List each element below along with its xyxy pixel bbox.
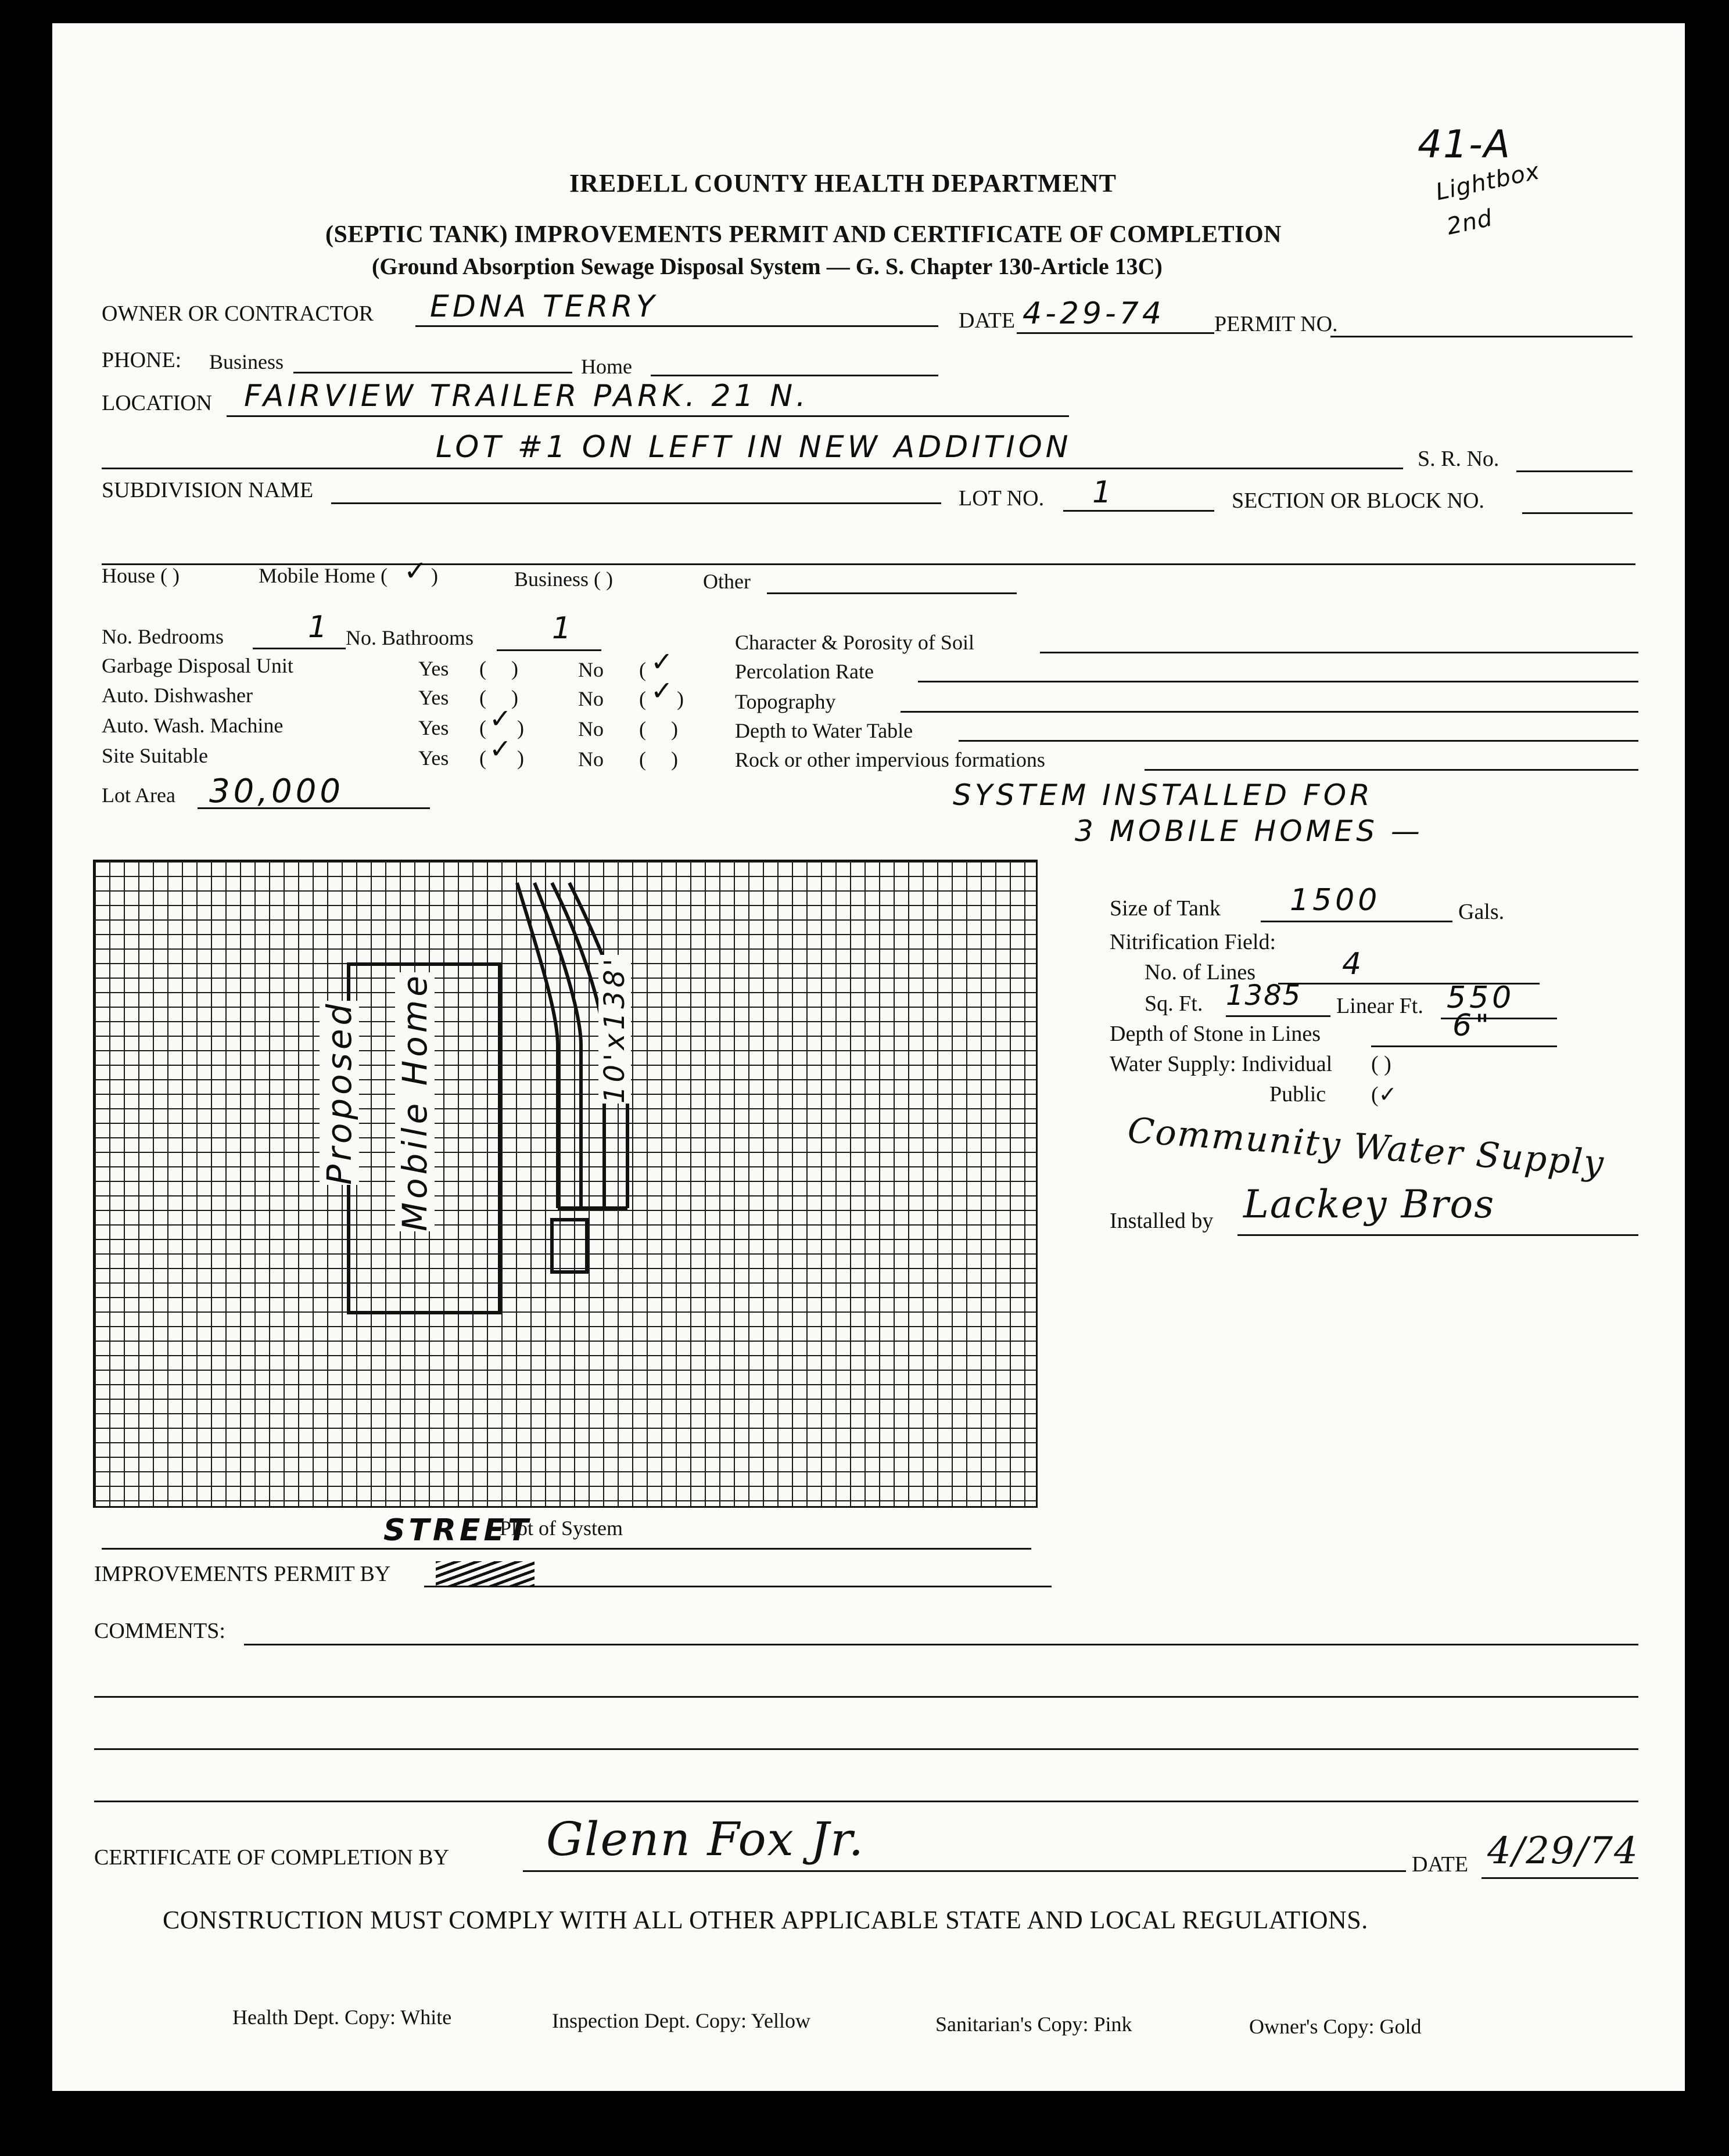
- copy-sanitarian: Sanitarian's Copy: Pink: [935, 2013, 1132, 2036]
- garbage-yes: Yes: [418, 657, 449, 680]
- wash-machine-label: Auto. Wash. Machine: [102, 714, 284, 737]
- copy-health: Health Dept. Copy: White: [232, 2006, 452, 2029]
- installed-by-label: Installed by: [1110, 1209, 1214, 1233]
- house-option: House ( ): [102, 564, 180, 587]
- garbage-no-check: ✓: [651, 646, 677, 677]
- sketch-label-1: Proposed: [320, 1000, 359, 1185]
- lines-label: No. of Lines: [1145, 960, 1256, 984]
- wash-machine-yes-check: ✓: [489, 703, 515, 734]
- location-label: LOCATION: [102, 391, 212, 415]
- linear-ft-label: Linear Ft.: [1336, 994, 1423, 1018]
- lot-value: 1: [1092, 475, 1115, 510]
- wash-machine-yes-close: ): [517, 716, 524, 739]
- dishwasher-no-open: (: [639, 687, 646, 710]
- subdivision-label: SUBDIVISION NAME: [102, 478, 314, 502]
- tank-size-label: Size of Tank: [1110, 896, 1221, 921]
- mobile-home-check: ✓: [404, 555, 431, 587]
- permit-form: [52, 23, 1685, 2091]
- garbage-no-open: (: [639, 658, 646, 681]
- lines-value: 4: [1342, 947, 1365, 982]
- mobile-home-option: Mobile Home (: [259, 564, 388, 587]
- permit-label: PERMIT NO.: [1214, 312, 1338, 336]
- topography-label: Topography: [735, 690, 836, 713]
- site-suitable-label: Site Suitable: [102, 744, 208, 767]
- other-option: Other: [703, 570, 751, 593]
- section-label: SECTION OR BLOCK NO.: [1232, 488, 1484, 513]
- owner-label: OWNER OR CONTRACTOR: [102, 301, 374, 326]
- form-subtitle: (Ground Absorption Sewage Disposal System — G. S. Chapter 130-Article 13C): [372, 253, 1163, 279]
- site-suitable-yes-close: ): [517, 746, 524, 770]
- plot-sketch: [93, 860, 1034, 1504]
- garbage-yes-open: (: [479, 657, 486, 680]
- sr-label: S. R. No.: [1418, 447, 1500, 471]
- garbage-yes-close: ): [511, 657, 518, 680]
- business-phone-label: Business: [209, 350, 284, 373]
- certificate-date-value: 4/29/74: [1487, 1830, 1639, 1873]
- rock-label: Rock or other impervious formations: [735, 748, 1045, 771]
- gals-label: Gals.: [1458, 900, 1505, 924]
- site-suitable-yes-check: ✓: [489, 733, 515, 764]
- copy-inspection: Inspection Dept. Copy: Yellow: [552, 2009, 810, 2032]
- sketch-label-2: Mobile Home: [395, 972, 435, 1231]
- certificate-date-label: DATE: [1412, 1852, 1469, 1877]
- certificate-signature: Glenn Fox Jr.: [546, 1812, 865, 1866]
- location-value-2: LOT #1 ON LEFT IN NEW ADDITION: [436, 430, 1072, 465]
- site-suitable-yes-open: (: [479, 746, 486, 770]
- dishwasher-yes-open: (: [479, 686, 486, 709]
- site-suitable-no-close: ): [671, 748, 678, 771]
- community-water-note: Community Water Supply: [1126, 1110, 1606, 1184]
- bedrooms-label: No. Bedrooms: [102, 625, 224, 648]
- dishwasher-no: No: [578, 687, 604, 710]
- stone-depth-label: Depth of Stone in Lines: [1110, 1022, 1321, 1046]
- system-note-2: 3 MOBILE HOMES —: [1075, 814, 1423, 848]
- corner-note-number: 41-A: [1418, 122, 1511, 167]
- site-suitable-no-open: (: [639, 748, 646, 771]
- nitrification-label: Nitrification Field:: [1110, 930, 1276, 954]
- public-label: Public: [1269, 1082, 1326, 1106]
- street-label: STREET: [383, 1513, 532, 1548]
- stone-depth-value: 6": [1452, 1008, 1493, 1043]
- home-phone-label: Home: [581, 355, 632, 378]
- plot-of-system-label: Plot of System: [500, 1517, 623, 1540]
- bathrooms-label: No. Bathrooms: [346, 626, 473, 649]
- installed-by-value: Lackey Bros: [1243, 1182, 1495, 1227]
- individual-paren: ( ): [1371, 1052, 1391, 1076]
- copy-owner: Owner's Copy: Gold: [1249, 2015, 1422, 2038]
- site-suitable-no: No: [578, 748, 604, 771]
- nitrification-line-3: [552, 883, 604, 1208]
- certificate-label: CERTIFICATE OF COMPLETION BY: [94, 1845, 450, 1870]
- system-note-1: SYSTEM INSTALLED FOR: [953, 778, 1373, 812]
- wash-machine-yes: Yes: [418, 716, 449, 739]
- tank-size-value: 1500: [1290, 883, 1381, 918]
- sqft-value: 1385: [1226, 979, 1302, 1012]
- phone-label: PHONE:: [102, 348, 182, 372]
- permit-by-label: IMPROVEMENTS PERMIT BY: [94, 1562, 391, 1586]
- wash-machine-no-open: (: [639, 717, 646, 741]
- owner-value: EDNA TERRY: [430, 289, 658, 324]
- bathrooms-value: 1: [552, 611, 575, 646]
- public-check: (✓: [1371, 1083, 1397, 1107]
- dishwasher-no-close: ): [677, 687, 684, 710]
- permit-by-scribble: [436, 1561, 535, 1587]
- location-value-1: FAIRVIEW TRAILER PARK. 21 N.: [244, 379, 809, 414]
- dishwasher-yes-close: ): [511, 686, 518, 709]
- septic-tank-box: [552, 1220, 587, 1272]
- wash-machine-no: No: [578, 717, 604, 741]
- water-table-label: Depth to Water Table: [735, 719, 913, 742]
- percolation-label: Percolation Rate: [735, 660, 874, 683]
- date-value: 4-29-74: [1023, 296, 1165, 331]
- date-label: DATE: [959, 308, 1016, 333]
- corner-note-lightbox: Lightbox: [1433, 157, 1543, 206]
- sqft-label: Sq. Ft.: [1145, 991, 1203, 1016]
- soil-label: Character & Porosity of Soil: [735, 631, 974, 654]
- form-title: (SEPTIC TANK) IMPROVEMENTS PERMIT AND CERTIFICATE OF COMPLETION: [325, 221, 1282, 248]
- corner-note-2nd: 2nd: [1444, 204, 1495, 240]
- wash-machine-no-close: ): [671, 717, 678, 741]
- dishwasher-label: Auto. Dishwasher: [102, 684, 253, 707]
- garbage-no: No: [578, 658, 604, 681]
- mobile-home-close: ): [431, 564, 438, 587]
- dishwasher-no-check: ✓: [651, 675, 677, 706]
- dishwasher-yes: Yes: [418, 686, 449, 709]
- lot-area-label: Lot Area: [102, 784, 175, 807]
- comments-label: COMMENTS:: [94, 1619, 225, 1643]
- water-supply-label: Water Supply: Individual: [1110, 1052, 1333, 1076]
- wash-machine-yes-open: (: [479, 716, 486, 739]
- garbage-label: Garbage Disposal Unit: [102, 654, 293, 677]
- bedrooms-value: 1: [308, 610, 331, 645]
- lot-area-value: 30,000: [209, 772, 344, 810]
- linear-ft-value: 550: [1447, 980, 1515, 1015]
- lot-label: LOT NO.: [959, 486, 1045, 511]
- department-heading: IREDELL COUNTY HEALTH DEPARTMENT: [569, 169, 1117, 197]
- site-suitable-yes: Yes: [418, 746, 449, 770]
- compliance-notice: CONSTRUCTION MUST COMPLY WITH ALL OTHER APPLICABLE STATE AND LOCAL REGULATIONS.: [163, 1906, 1368, 1934]
- business-option: Business ( ): [514, 567, 613, 591]
- sketch-line-dimension: 10'x138': [598, 955, 631, 1104]
